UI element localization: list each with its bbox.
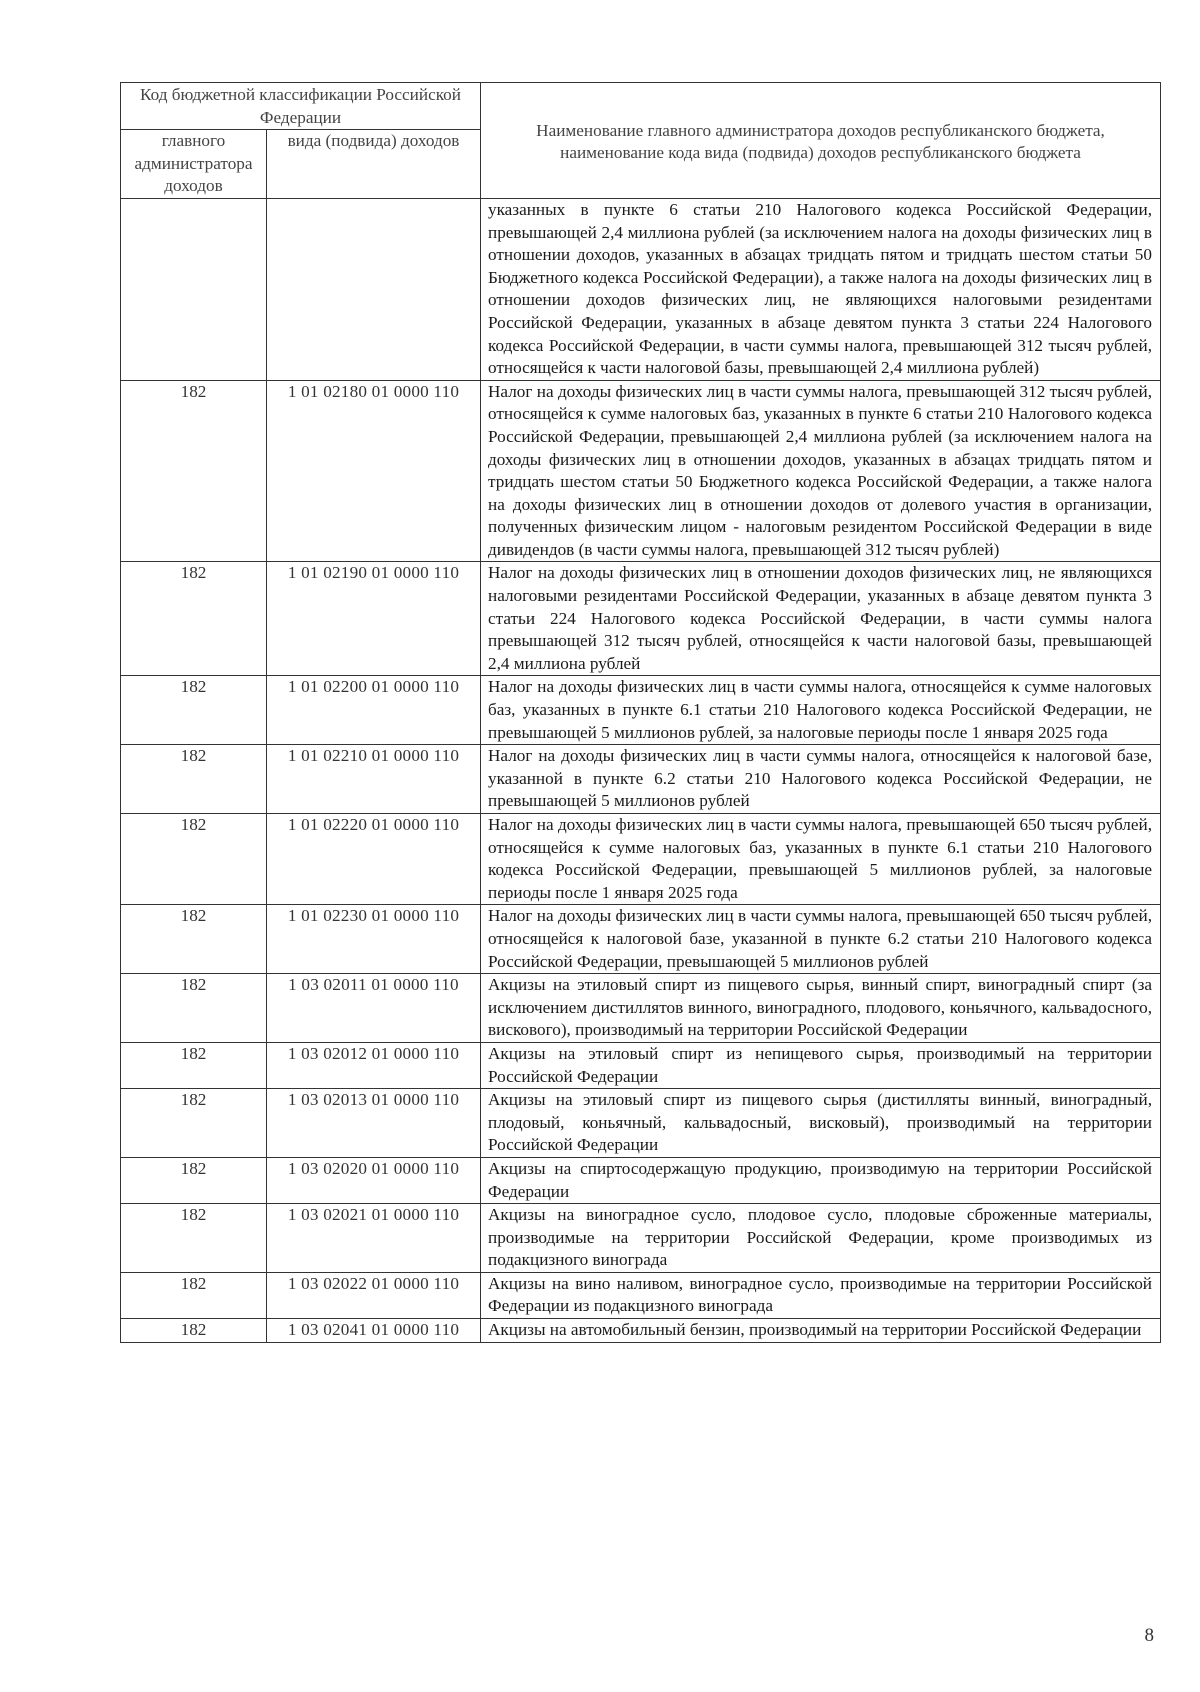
code-cell: 1 03 02022 01 0000 110 xyxy=(267,1272,481,1318)
table-row xyxy=(121,905,1161,974)
table-row xyxy=(121,745,1161,814)
admin-cell: 182 xyxy=(121,1319,267,1343)
header-name-column: Наименование главного администратора доходов республиканского бюджета, наименование кода вида (подвида) доходов республиканского бюджета xyxy=(481,83,1161,199)
code-cell: 1 01 02230 01 0000 110 xyxy=(267,905,481,974)
name-cell: Налог на доходы физических лиц в части суммы налога, относящейся к сумме налоговых баз, указанных в пункте 6.1 статьи 210 Налогового кодекса Российской Федерации, не превышающей 5 миллионов рублей, за налоговые периоды после 1 января 2025 года xyxy=(481,676,1161,745)
code-cell: 1 01 02210 01 0000 110 xyxy=(267,745,481,814)
table-row xyxy=(121,380,1161,562)
table-row xyxy=(121,676,1161,745)
name-cell: Акцизы на спиртосодержащую продукцию, производимую на территории Российской Федерации xyxy=(481,1157,1161,1203)
name-cell: Налог на доходы физических лиц в части суммы налога, относящейся к налоговой базе, указанной в пункте 6.2 статьи 210 Налогового кодекса Российской Федерации, не превышающей 5 миллионов рублей xyxy=(481,745,1161,814)
admin-cell: 182 xyxy=(121,1204,267,1273)
code-cell: 1 01 02220 01 0000 110 xyxy=(267,814,481,905)
table-row xyxy=(121,1157,1161,1203)
name-cell: Налог на доходы физических лиц в части суммы налога, превышающей 650 тысяч рублей, относящейся к сумме налоговых баз, указанных в пункте 6.1 статьи 210 Налогового кодекса Российской Федерации, превышающей 5 миллионов рублей, за налоговые периоды после 1 января 2025 года xyxy=(481,814,1161,905)
admin-cell: 182 xyxy=(121,1157,267,1203)
code-cell: 1 03 02021 01 0000 110 xyxy=(267,1204,481,1273)
header-admin-column: главного администратора доходов xyxy=(121,130,267,199)
admin-cell: 182 xyxy=(121,1272,267,1318)
name-cell: Акцизы на виноградное сусло, плодовое сусло, плодовые сброженные материалы, производимые на территории Российской Федерации, кроме производимых из подакцизного винограда xyxy=(481,1204,1161,1273)
table-row xyxy=(121,198,1161,380)
header-budget-code-group: Код бюджетной классификации Российской Федерации xyxy=(121,83,481,130)
admin-cell: 182 xyxy=(121,814,267,905)
name-cell: Акцизы на вино наливом, виноградное сусло, производимые на территории Российской Федерации из подакцизного винограда xyxy=(481,1272,1161,1318)
code-cell: 1 03 02013 01 0000 110 xyxy=(267,1089,481,1158)
table-row xyxy=(121,1204,1161,1273)
admin-cell: 182 xyxy=(121,1042,267,1088)
admin-cell: 182 xyxy=(121,1089,267,1158)
name-cell: Акцизы на этиловый спирт из пищевого сырья, винный спирт, виноградный спирт (за исключением дистиллятов винного, виноградного, плодового, коньячного, кальвадосного, вискового), производимый на территории Российской Федерации xyxy=(481,974,1161,1043)
admin-cell: 182 xyxy=(121,676,267,745)
code-cell: 1 03 02012 01 0000 110 xyxy=(267,1042,481,1088)
admin-cell: 182 xyxy=(121,905,267,974)
admin-cell: 182 xyxy=(121,562,267,676)
table-row xyxy=(121,1042,1161,1088)
admin-cell: 182 xyxy=(121,745,267,814)
name-cell: Акцизы на автомобильный бензин, производимый на территории Российской Федерации xyxy=(481,1319,1161,1343)
table-row xyxy=(121,814,1161,905)
table-row xyxy=(121,1319,1161,1343)
admin-cell: 182 xyxy=(121,974,267,1043)
name-cell: Налог на доходы физических лиц в части суммы налога, превышающей 312 тысяч рублей, относящейся к сумме налоговых баз, указанных в пункте 6 статьи 210 Налогового кодекса Российской Федерации, превышающей 2,4 миллиона рублей (за исключением налога на доходы физических лиц в отношении доходов, указанных в абзацах тридцать пятом и тридцать шестом статьи 50 Бюджетного кодекса Российской Федерации, а также налога на доходы физических лиц в отношении доходов от долевого участия в организации, полученных физическим лицом - налоговым резидентом Российской Федерации в виде дивидендов (в части суммы налога, превышающей 312 тысяч рублей) xyxy=(481,380,1161,562)
document-page xyxy=(120,82,1160,1343)
code-cell xyxy=(267,198,481,380)
code-cell: 1 03 02020 01 0000 110 xyxy=(267,1157,481,1203)
code-cell: 1 01 02190 01 0000 110 xyxy=(267,562,481,676)
name-cell: Акцизы на этиловый спирт из пищевого сырья (дистилляты винный, виноградный, плодовый, коньячный, кальвадосный, висковый), производимый на территории Российской Федерации xyxy=(481,1089,1161,1158)
name-cell: Налог на доходы физических лиц в отношении доходов физических лиц, не являющихся налоговыми резидентами Российской Федерации, указанных в абзаце девятом пункта 3 статьи 224 Налогового кодекса Российской Федерации, в части суммы налога превышающей 312 тысяч рублей, относящейся к части налоговой базы, превышающей 2,4 миллиона рублей xyxy=(481,562,1161,676)
code-cell: 1 01 02180 01 0000 110 xyxy=(267,380,481,562)
admin-cell xyxy=(121,198,267,380)
code-cell: 1 03 02011 01 0000 110 xyxy=(267,974,481,1043)
name-cell: Налог на доходы физических лиц в части суммы налога, превышающей 650 тысяч рублей, относящейся к налоговой базе, указанной в пункте 6.2 статьи 210 Налогового кодекса Российской Федерации, превышающей 5 миллионов рублей xyxy=(481,905,1161,974)
code-cell: 1 03 02041 01 0000 110 xyxy=(267,1319,481,1343)
admin-cell: 182 xyxy=(121,380,267,562)
header-code-column: вида (подвида) доходов xyxy=(267,130,481,199)
table-row xyxy=(121,562,1161,676)
table-row xyxy=(121,974,1161,1043)
budget-classification-table xyxy=(120,82,1161,1343)
table-row xyxy=(121,1089,1161,1158)
table-header-row-1 xyxy=(121,83,1161,130)
table-row xyxy=(121,1272,1161,1318)
code-cell: 1 01 02200 01 0000 110 xyxy=(267,676,481,745)
name-cell: Акцизы на этиловый спирт из непищевого сырья, производимый на территории Российской Федерации xyxy=(481,1042,1161,1088)
table-body xyxy=(121,198,1161,1342)
name-cell: указанных в пункте 6 статьи 210 Налогового кодекса Российской Федерации, превышающей 2,4 миллиона рублей (за исключением налога на доходы физических лиц в отношении доходов, указанных в абзацах тридцать пятом и тридцать шестом статьи 50 Бюджетного кодекса Российской Федерации), а также налога на доходы физических лиц в отношении доходов физических лиц, не являющихся налоговыми резидентами Российской Федерации, указанных в абзаце девятом пункта 3 статьи 224 Налогового кодекса Российской Федерации, в части суммы налога, превышающей 312 тысяч рублей, относящейся к части налоговой базы, превышающей 2,4 миллиона рублей) xyxy=(481,198,1161,380)
page-number: 8 xyxy=(1144,1625,1154,1646)
